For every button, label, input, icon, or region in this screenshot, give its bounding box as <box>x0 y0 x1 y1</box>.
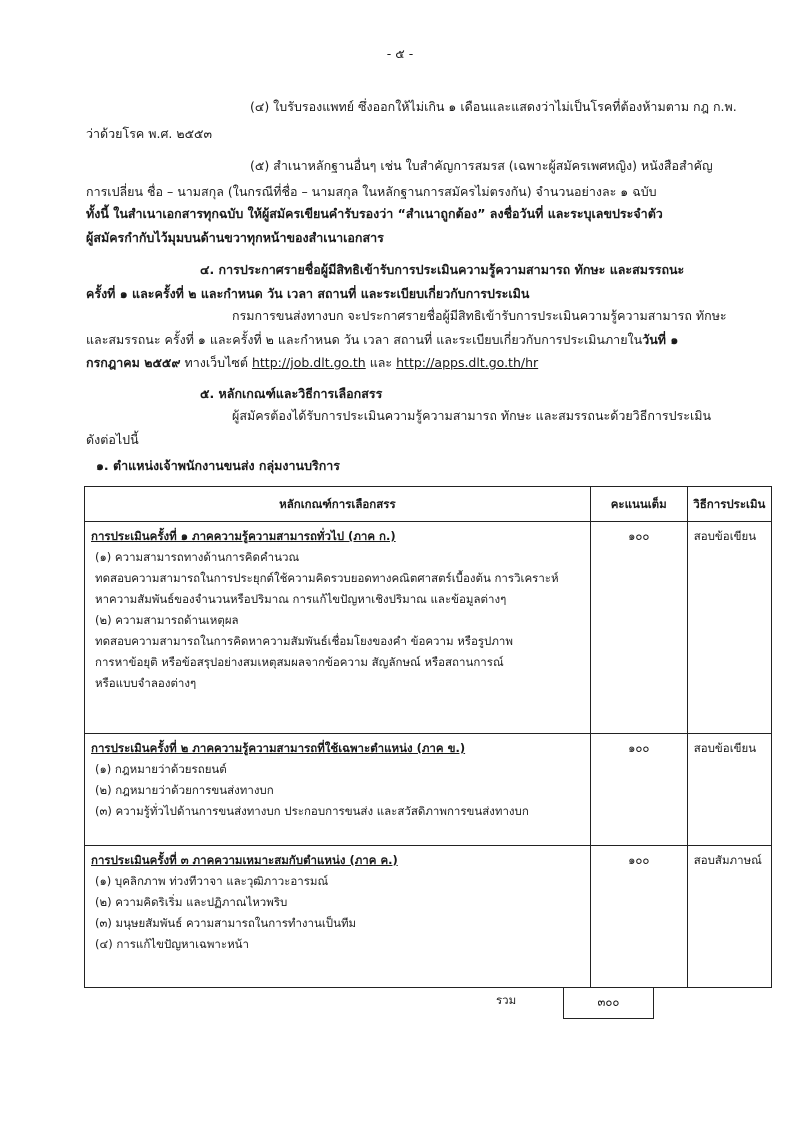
hr-website-link[interactable]: http://apps.dlt.go.th/hr <box>396 355 539 370</box>
row1-line: (๒) ความสามารถด้านเหตุผล <box>95 613 239 627</box>
table-row <box>85 522 772 734</box>
row1-criteria <box>85 522 591 734</box>
section5-body-line1: ผู้สมัครต้องได้รับการประเมินความรู้ความสามารถ ทักษะ และสมรรถนะด้วยวิธีการประเมิน <box>232 408 712 423</box>
section4-heading-line2: ครั้งที่ ๑ และครั้งที่ ๒ และกำหนด วัน เวลา สถานที่ และระเบียบเกี่ยวกับการประเมิน <box>86 286 530 301</box>
total-label: รวม <box>496 993 517 1007</box>
section4-date-start: วันที่ ๑ <box>642 332 679 347</box>
section4-body-line3 <box>86 353 538 373</box>
row1-score: ๑๐๐ <box>590 522 687 734</box>
table-row <box>85 846 772 988</box>
total-value: ๓๐๐ <box>564 988 654 1019</box>
row1-line: ทดสอบความสามารถในการคิดหาความสัมพันธ์เชื่อมโยงของคำ ข้อความ หรือรูปภาพ <box>95 634 513 648</box>
page-number: - ๕ - <box>386 46 414 61</box>
row1-line: หรือแบบจำลองต่างๆ <box>95 676 197 690</box>
row2-line: (๓) ความรู้ทั่วไปด้านการขนส่งทางบก ประกอบการขนส่ง และสวัสดิภาพการขนส่งทางบก <box>95 804 529 818</box>
row3-criteria <box>85 846 591 988</box>
doc-item-4-line1: (๔) ใบรับรองแพทย์ ซึ่งออกให้ไม่เกิน ๑ เดือนและแสดงว่าไม่เป็นโรคที่ต้องห้ามตาม กฎ ก.พ. <box>250 99 737 114</box>
header-criteria: หลักเกณฑ์การเลือกสรร <box>85 487 591 522</box>
criteria-table <box>84 486 772 988</box>
row3-method: สอบสัมภาษณ์ <box>687 846 771 988</box>
row2-score: ๑๐๐ <box>590 734 687 846</box>
section5-heading: ๕. หลักเกณฑ์และวิธีการเลือกสรร <box>200 386 383 401</box>
row2-criteria <box>85 734 591 846</box>
row1-line: ทดสอบความสามารถในการประยุกต์ใช้ความคิดรวบยอดทางคณิตศาสตร์เบื้องต้น การวิเคราะห์ <box>95 571 559 585</box>
position-heading: ๑. ตำแหน่งเจ้าพนักงานขนส่ง กลุ่มงานบริการ <box>96 458 341 473</box>
row3-line: (๒) ความคิดริเริ่ม และปฏิภาณไหวพริบ <box>95 895 288 909</box>
doc-item-4-line2: ว่าด้วยโรค พ.ศ. ๒๕๕๓ <box>86 126 213 141</box>
row2-line: (๑) กฎหมายว่าด้วยรถยนต์ <box>95 762 227 776</box>
row1-method: สอบข้อเขียน <box>687 522 771 734</box>
row3-line: (๓) มนุษยสัมพันธ์ ความสามารถในการทำงานเป็นทีม <box>95 916 357 930</box>
note-line1: ทั้งนี้ ในสำเนาเอกสารทุกฉบับ ให้ผู้สมัครเขียนคำรับรองว่า “สำเนาถูกต้อง” ลงชื่อวันที่ และระบุเลขประจำตัว <box>86 206 663 221</box>
table-row <box>85 734 772 846</box>
header-method: วิธีการประเมิน <box>687 487 771 522</box>
section4-date-end: กรกฎาคม ๒๕๕๙ <box>86 355 181 370</box>
note-line2: ผู้สมัครกำกับไว้มุมบนด้านขวาทุกหน้าของสำเนาเอกสาร <box>86 230 384 245</box>
row3-line: (๑) บุคลิกภาพ ท่วงทีวาจา และวุฒิภาวะอารมณ์ <box>95 874 329 888</box>
job-website-link[interactable]: http://job.dlt.go.th <box>251 355 366 370</box>
row1-line: การหาข้อยุติ หรือข้อสรุปอย่างสมเหตุสมผลจากข้อความ สัญลักษณ์ หรือสถานการณ์ <box>95 655 504 669</box>
row1-line: (๑) ความสามารถทางด้านการคิดคำนวณ <box>95 550 300 564</box>
total-table <box>563 987 654 1019</box>
row1-line: หาความสัมพันธ์ของจำนวนหรือปริมาณ การแก้ไขปัญหาเชิงปริมาณ และข้อมูลต่างๆ <box>95 592 507 606</box>
section4-body-line1: กรมการขนส่งทางบก จะประกาศรายชื่อผู้มีสิทธิเข้ารับการประเมินความรู้ความสามารถ ทักษะ <box>232 308 727 323</box>
section4-and-text: และ <box>365 355 397 370</box>
section4-body-line2-text: และสมรรถนะ ครั้งที่ ๑ และครั้งที่ ๒ และกำหนด วัน เวลา สถานที่ และระเบียบเกี่ยวกับการประเมินภายใน <box>86 332 643 347</box>
row3-score: ๑๐๐ <box>590 846 687 988</box>
section4-heading-line1: ๔. การประกาศรายชื่อผู้มีสิทธิเข้ารับการประเมินความรู้ความสามารถ ทักษะ และสมรรถนะ <box>200 262 685 277</box>
doc-item-5-line1: (๕) สำเนาหลักฐานอื่นๆ เช่น ใบสำคัญการสมรส (เฉพาะผู้สมัครเพศหญิง) หนังสือสำคัญ <box>250 158 713 173</box>
doc-item-5-line2: การเปลี่ยน ชื่อ – นามสกุล (ในกรณีที่ชื่อ – นามสกุล ในหลักฐานการสมัครไม่ตรงกัน) จำนวนอย่างละ ๑ ฉบับ <box>86 184 657 199</box>
row2-method: สอบข้อเขียน <box>687 734 771 846</box>
section4-body-line2 <box>86 330 678 350</box>
row3-line: (๔) การแก้ไขปัญหาเฉพาะหน้า <box>95 937 249 951</box>
section4-website-text: ทางเว็บไซต์ <box>180 355 252 370</box>
table-header-row <box>85 487 772 522</box>
row2-line: (๒) กฎหมายว่าด้วยการขนส่งทางบก <box>95 783 274 797</box>
section5-body-line2: ดังต่อไปนี้ <box>86 432 139 447</box>
row3-title: การประเมินครั้งที่ ๓ ภาคความเหมาะสมกับตำแหน่ง (ภาค ค.) <box>91 853 398 867</box>
header-full-score: คะแนนเต็ม <box>590 487 687 522</box>
row1-title: การประเมินครั้งที่ ๑ ภาคความรู้ความสามารถทั่วไป (ภาค ก.) <box>91 529 396 543</box>
row2-title: การประเมินครั้งที่ ๒ ภาคความรู้ความสามารถที่ใช้เฉพาะตำแหน่ง (ภาค ข.) <box>91 741 466 755</box>
